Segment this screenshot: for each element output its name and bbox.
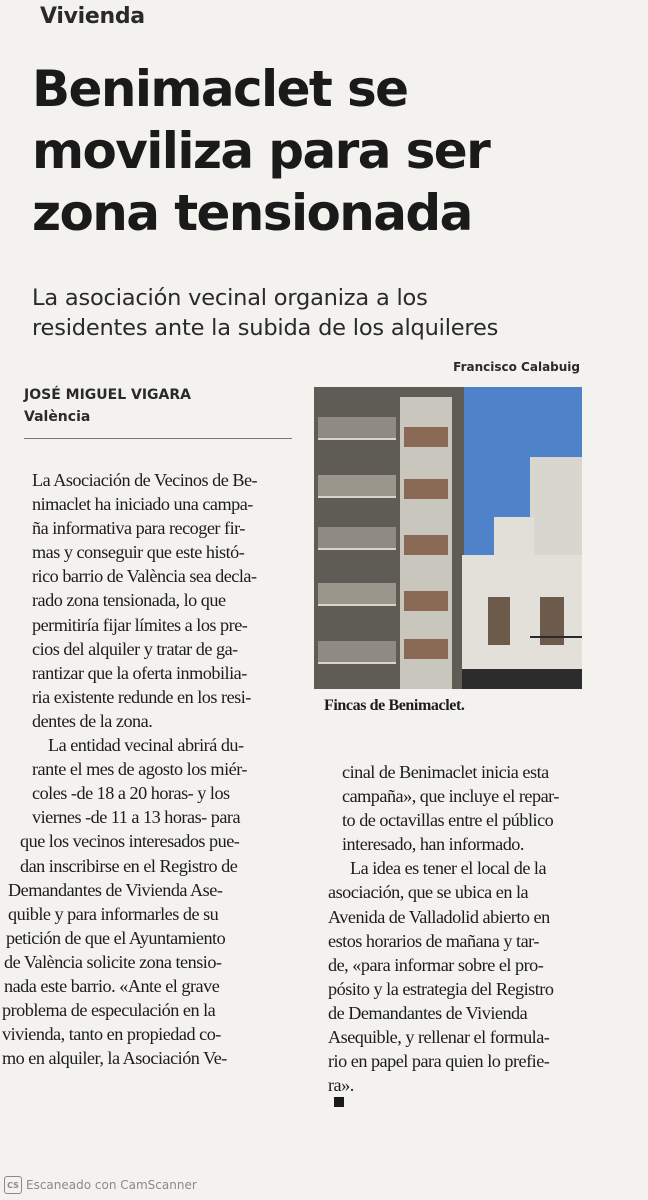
photo-caption: Fincas de Benimaclet. [324,697,465,714]
byline [24,384,191,428]
body-line: viernes -de 11 a 13 horas- para [32,807,241,828]
author-location: València [24,409,91,425]
body-line: permitiría fijar límites a los pre- [32,614,248,635]
camscanner-logo-icon: CS [4,1176,22,1194]
body-line: ña informativa para recoger fir- [32,518,245,539]
subheadline-line-1: La asociación vecinal organiza a los [32,285,428,311]
headline [32,58,632,244]
body-line: dan inscribirse en el Registro de [20,855,238,876]
body-line: problema de especulación en la [2,1000,216,1021]
body-line: nimaclet ha iniciado una campa- [32,494,253,515]
body-line: rante el mes de agosto los miér- [32,759,247,780]
subheadline-line-2: residentes ante la subida de los alquileres [32,315,499,341]
author-name: JOSÉ MIGUEL VIGARA [24,387,191,403]
body-line: rantizar que la oferta inmobilia- [32,662,247,683]
article-column-2 [326,760,626,1107]
body-line-last [326,1073,626,1107]
body-line: cinal de Benimaclet inicia esta [342,762,549,782]
article-photo [314,387,582,689]
end-of-article-mark [334,1097,344,1107]
body-line: de Demandantes de Vivienda [328,1002,528,1023]
body-line: vivienda, tanto en propiedad co- [2,1024,221,1045]
body-line: nada este barrio. «Ante el grave [4,975,220,996]
body-line: La entidad vecinal abrirá du- [48,735,244,756]
body-line: to de octavillas entre el público [342,810,554,831]
body-line: campaña», que incluye el repar- [342,786,559,807]
building-facade-illustration [314,387,582,689]
body-line: rico barrio de València sea decla- [32,566,257,587]
body-line: mas y conseguir que este histó- [32,542,245,563]
body-line: de València solicite zona tensio- [4,951,222,972]
body-line: pósito y la estrategia del Registro [328,978,554,999]
watermark-text: Escaneado con CamScanner [26,1178,197,1192]
body-line: dentes de la zona. [32,710,153,731]
body-line: Avenida de Valladolid abierto en [328,906,550,927]
article-column-1 [2,468,298,1070]
body-line: que los vecinos interesados pue- [20,831,240,852]
headline-line-1: Benimaclet se [32,60,408,118]
headline-line-2: moviliza para ser [32,122,490,180]
byline-divider [24,438,292,439]
body-line: cios del alquiler y tratar de ga- [32,638,238,659]
body-line: quible y para informarles de su [8,903,219,924]
subheadline [32,283,632,343]
body-line: Demandantes de Vivienda Ase- [8,879,223,900]
body-line: estos horarios de mañana y tar- [328,930,539,951]
body-line: ria existente redunde en los resi- [32,686,251,707]
body-line: rio en papel para quien lo prefie- [328,1051,550,1072]
body-line: de, «para informar sobre el pro- [328,954,544,975]
body-line: asociación, que se ubica en la [328,882,529,903]
body-line: Asequible, y rellenar el formula- [328,1027,550,1048]
body-line: rado zona tensionada, lo que [32,590,226,611]
body-line: mo en alquiler, la Asociación Ve- [2,1048,227,1069]
headline-line-3: zona tensionada [32,184,472,242]
scanner-watermark [4,1176,197,1194]
body-line: petición de que el Ayuntamiento [6,927,226,948]
body-line: La Asociación de Vecinos de Be- [32,470,258,490]
body-line: La idea es tener el local de la [350,858,547,879]
body-line: coles -de 18 a 20 horas- y los [32,783,230,804]
photo-credit: Francisco Calabuig [453,360,580,374]
section-label: Vivienda [40,4,145,29]
body-line-end: ra». [328,1075,354,1096]
body-line: interesado, han informado. [342,834,524,855]
